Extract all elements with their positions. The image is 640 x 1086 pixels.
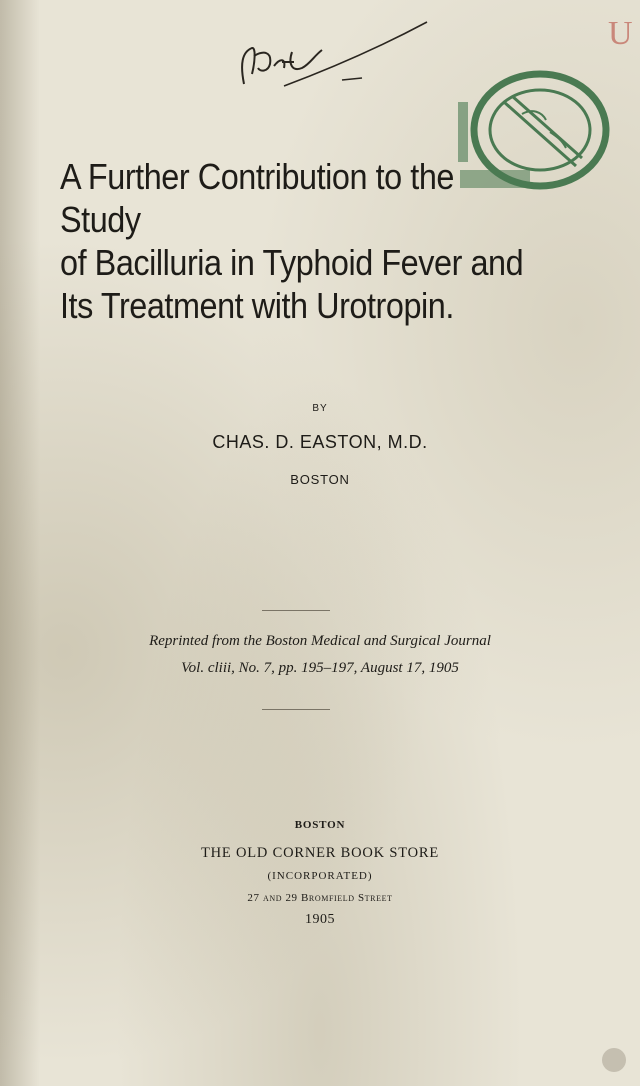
publisher-name: THE OLD CORNER BOOK STORE	[200, 845, 440, 861]
document-title	[60, 155, 528, 327]
reprint-source: Reprinted from the Boston Medical and Surgical Journal	[149, 633, 491, 649]
author-city: BOSTON	[290, 472, 350, 487]
title-line-2: of Bacilluria in Typhoid Fever and	[60, 242, 524, 283]
publication-year: 1905	[305, 912, 335, 927]
corner-pencil-mark: U	[608, 15, 633, 52]
handwritten-inscription	[222, 12, 432, 102]
publisher-city: BOSTON	[294, 819, 346, 831]
title-line-3: Its Treatment with Urotropin.	[60, 285, 454, 326]
ink-blot	[594, 1040, 634, 1080]
by-label: BY	[312, 403, 328, 414]
publisher-address: 27 and 29 Bromfield Street	[247, 892, 393, 904]
author-name: CHAS. D. EASTON, M.D.	[212, 432, 428, 452]
title-line-1: A Further Contribution to the Study	[60, 156, 454, 240]
publisher-incorporated: (INCORPORATED)	[267, 870, 373, 882]
divider-top	[262, 610, 330, 611]
divider-bottom	[262, 709, 330, 710]
reprint-citation: Vol. cliii, No. 7, pp. 195–197, August 17, 1905	[181, 660, 459, 676]
reprint-note	[0, 628, 640, 682]
